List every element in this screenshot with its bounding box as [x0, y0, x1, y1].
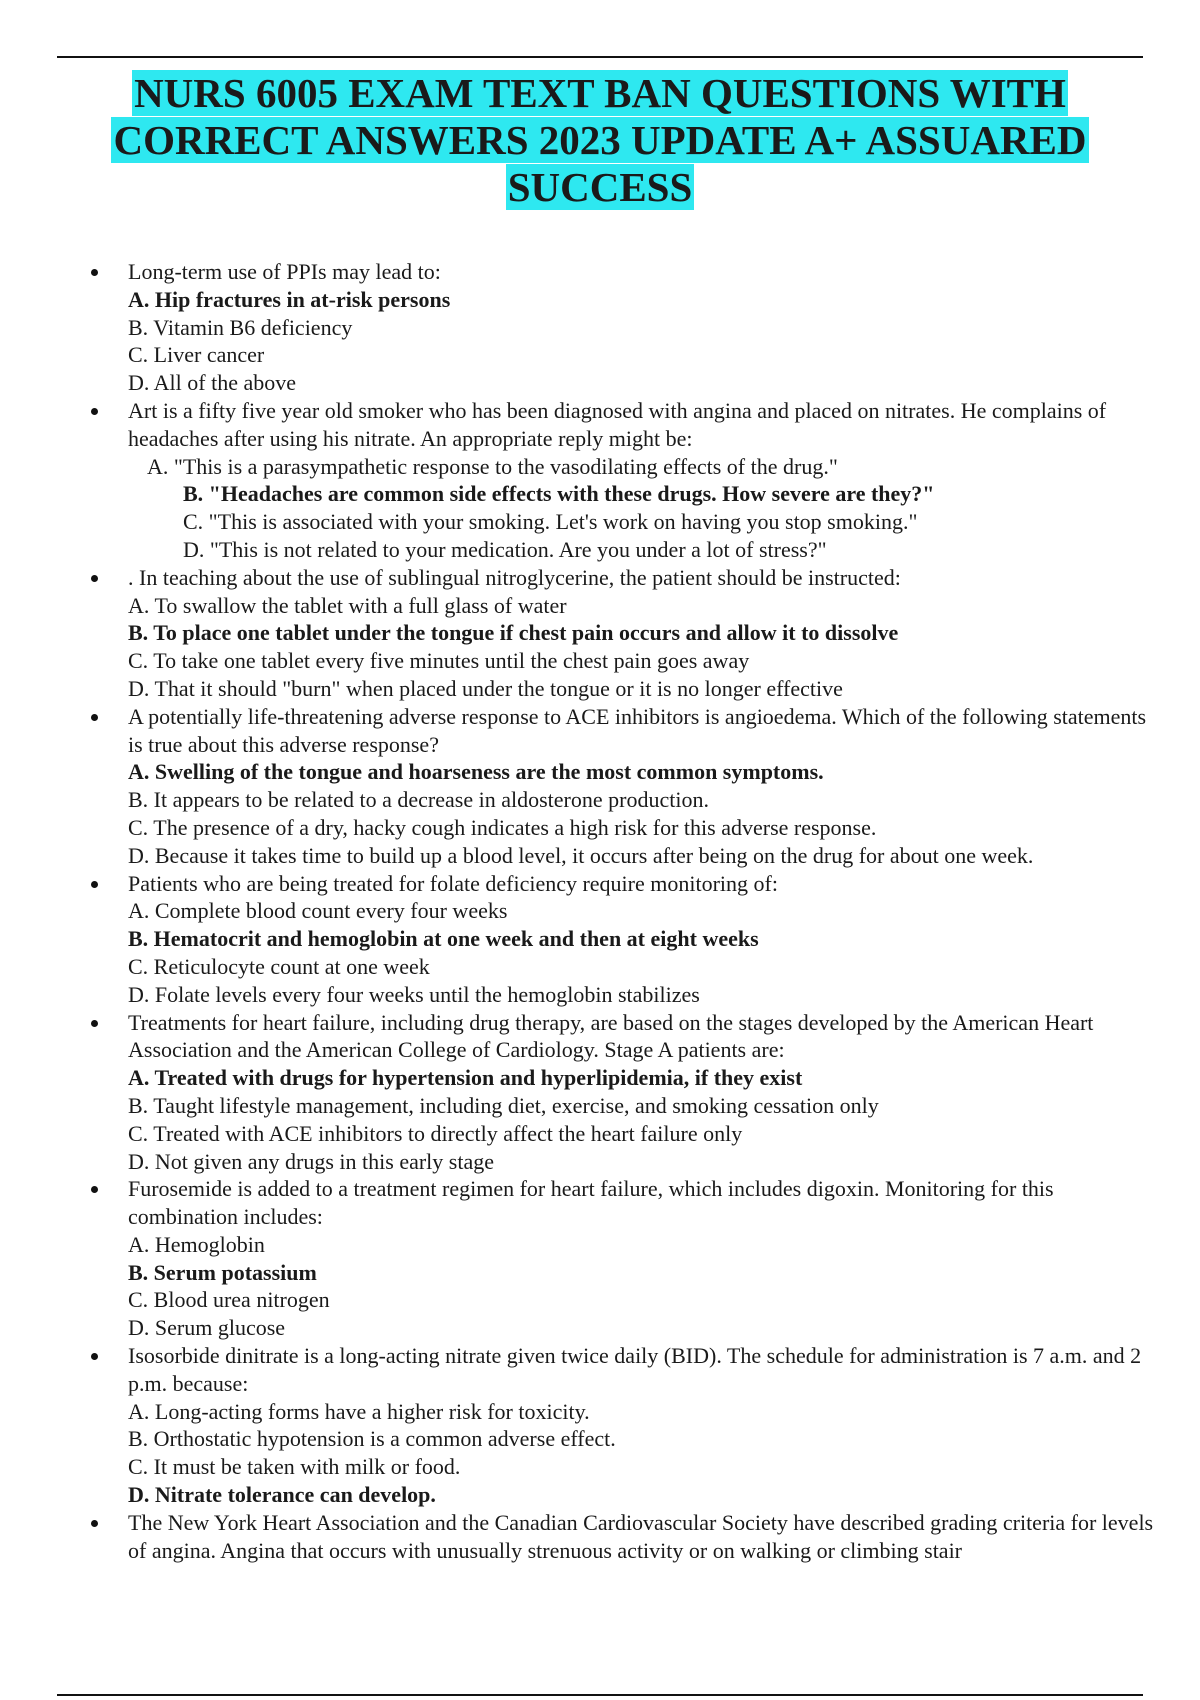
answer-option: C. The presence of a dry, hacky cough indicates a high risk for this adverse response.	[128, 814, 877, 840]
question-item	[86, 258, 1160, 397]
question-item	[86, 1175, 1160, 1342]
answer-option: A. Complete blood count every four weeks	[128, 898, 508, 924]
answer-option-correct: A. Treated with drugs for hypertension and hyperlipidemia, if they exist	[128, 1065, 803, 1091]
bullet-icon	[91, 269, 98, 276]
answer-option: C. Reticulocyte count at one week	[128, 953, 430, 979]
question-stem: The New York Heart Association and the Canadian Cardiovascular Society have described grading criteria for levels of angina. Angina that occurs with unusually strenuous activity or on walking or climbing stair	[128, 1509, 1154, 1563]
bullet-icon	[91, 881, 98, 888]
answer-option: D. That it should "burn" when placed under the tongue or it is no longer effective	[128, 675, 843, 701]
answer-option: D. Serum glucose	[128, 1315, 286, 1341]
answer-option-correct: A. Swelling of the tongue and hoarseness are the most common symptoms.	[128, 759, 824, 785]
question-stem: Long-term use of PPIs may lead to:	[128, 259, 441, 284]
answer-option: C. It must be taken with milk or food.	[128, 1454, 461, 1480]
answer-option-correct: B. "Headaches are common side effects with these drugs. How severe are they?"	[183, 481, 935, 507]
question-stem: Furosemide is added to a treatment regimen for heart failure, which includes digoxin. Monitoring for this combination includes:	[128, 1176, 1054, 1230]
answer-option: A. To swallow the tablet with a full glass of water	[128, 592, 567, 618]
answer-option: D. All of the above	[128, 370, 297, 396]
question-stem: Patients who are being treated for folate deficiency require monitoring of:	[128, 870, 778, 896]
answer-option: C. "This is associated with your smoking. Let's work on having you stop smoking."	[183, 509, 918, 535]
question-item	[86, 564, 1160, 703]
answer-option: D. Not given any drugs in this early stage	[128, 1148, 494, 1174]
answer-option-correct: D. Nitrate tolerance can develop.	[128, 1482, 436, 1508]
title-line-1: NURS 6005 EXAM TEXT BAN QUESTIONS WITH	[134, 70, 1066, 116]
question-item	[86, 1342, 1160, 1509]
question-item	[86, 1009, 1160, 1176]
answer-option-correct: B. To place one tablet under the tongue if chest pain occurs and allow it to dissolve	[128, 620, 899, 646]
answer-option-correct: B. Hematocrit and hemoglobin at one week and then at eight weeks	[128, 926, 759, 952]
answer-option: D. Because it takes time to build up a blood level, it occurs after being on the drug for about one week.	[128, 842, 1034, 868]
bullet-icon	[91, 575, 98, 582]
question-stem: A potentially life-threatening adverse response to ACE inhibitors is angioedema. Which of the following statements is true about this adverse response?	[128, 703, 1147, 757]
answer-option: D. Folate levels every four weeks until the hemoglobin stabilizes	[128, 981, 700, 1007]
bullet-icon	[91, 1353, 98, 1360]
answer-option: A. Long-acting forms have a higher risk for toxicity.	[128, 1398, 590, 1424]
question-item	[86, 1509, 1160, 1565]
question-item	[86, 703, 1160, 870]
top-rule	[57, 56, 1143, 58]
question-list	[86, 258, 1160, 1564]
bullet-icon	[91, 1520, 98, 1527]
answer-option: C. Treated with ACE inhibitors to directly affect the heart failure only	[128, 1120, 743, 1146]
bullet-icon	[91, 1186, 98, 1193]
answer-option: C. To take one tablet every five minutes until the chest pain goes away	[128, 648, 750, 674]
bullet-icon	[91, 714, 98, 721]
answer-option: B. Orthostatic hypotension is a common adverse effect.	[128, 1426, 616, 1452]
question-stem: Art is a fifty five year old smoker who has been diagnosed with angina and placed on nitrates. He complains of headaches after using his nitrate. An appropriate reply might be:	[128, 397, 1107, 451]
title-line-3: SUCCESS	[507, 164, 693, 210]
title-line-2: CORRECT ANSWERS 2023 UPDATE A+ ASSUARED	[113, 117, 1087, 163]
answer-option: A. Hemoglobin	[128, 1231, 265, 1257]
bullet-icon	[91, 408, 98, 415]
bottom-rule	[57, 1694, 1143, 1696]
question-stem: Treatments for heart failure, including drug therapy, are based on the stages developed by the American Heart Association and the American College of Cardiology. Stage A patients are:	[128, 1009, 1094, 1063]
document-title	[100, 70, 1100, 211]
answer-option: C. Liver cancer	[128, 342, 265, 368]
question-stem: Isosorbide dinitrate is a long-acting nitrate given twice daily (BID). The schedule for administration is 7 a.m. and 2 p.m. because:	[128, 1343, 1142, 1396]
question-item	[86, 397, 1160, 564]
answer-option-correct: A. Hip fractures in at-risk persons	[128, 286, 451, 312]
answer-option: C. Blood urea nitrogen	[128, 1287, 330, 1313]
question-item	[86, 870, 1160, 1009]
answer-option: D. "This is not related to your medication. Are you under a lot of stress?"	[183, 536, 827, 562]
answer-option: A. "This is a parasympathetic response to the vasodilating effects of the drug."	[147, 453, 838, 479]
answer-option: B. Taught lifestyle management, including diet, exercise, and smoking cessation only	[128, 1092, 879, 1118]
bullet-icon	[91, 1020, 98, 1027]
answer-option-correct: B. Serum potassium	[128, 1259, 317, 1285]
answer-option: B. It appears to be related to a decrease in aldosterone production.	[128, 787, 709, 813]
question-stem: . In teaching about the use of sublingual nitroglycerine, the patient should be instructed:	[128, 564, 901, 590]
answer-option: B. Vitamin B6 deficiency	[128, 314, 353, 340]
